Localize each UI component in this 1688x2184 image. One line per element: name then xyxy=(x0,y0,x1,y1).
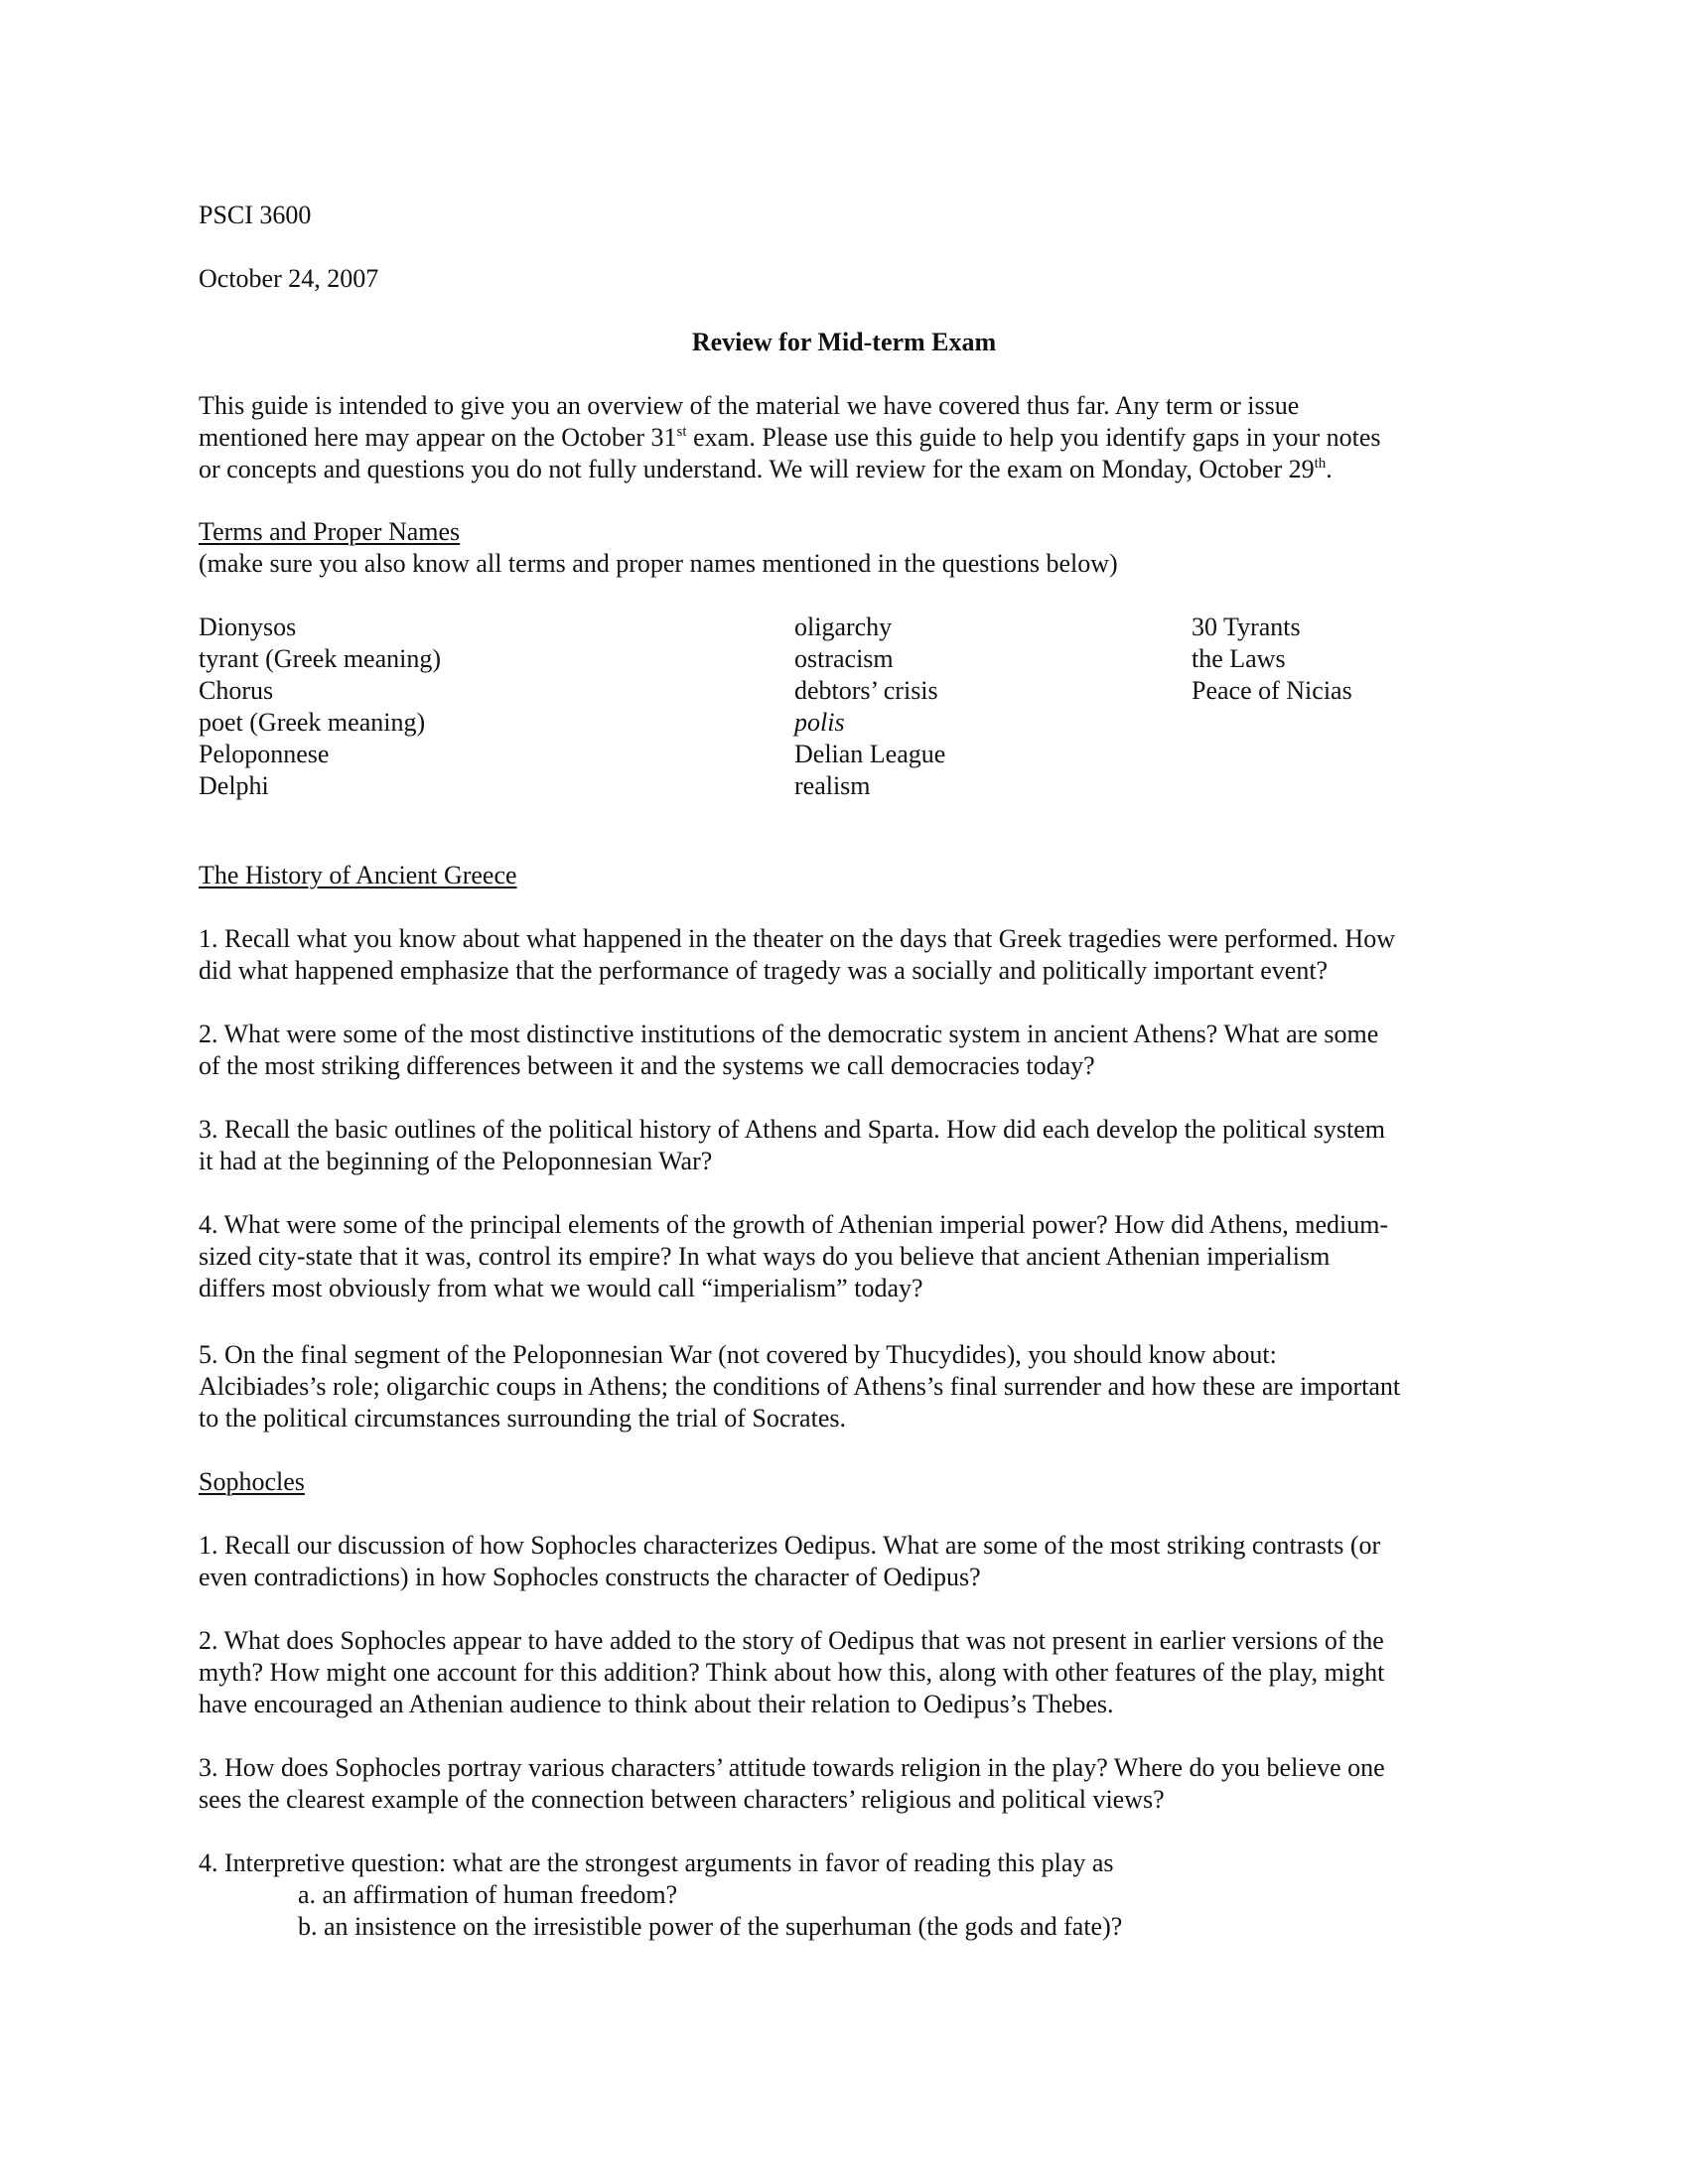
term-item: realism xyxy=(794,771,871,800)
question-line: did what happened emphasize that the performance of tragedy was a socially and politically important event? xyxy=(199,956,1329,985)
intro-text: or concepts and questions you do not fully understand. We will review for the exam on Monday, October 29 xyxy=(199,455,1315,483)
question-line: 3. How does Sophocles portray various characters’ attitude towards religion in the play? Where do you believe one xyxy=(199,1753,1385,1782)
section-heading-text: The History of Ancient Greece xyxy=(199,861,517,889)
intro-line xyxy=(199,422,1381,454)
intro-line: This guide is intended to give you an overview of the material we have covered thus far. Any term or issue xyxy=(199,391,1300,420)
intro-text: mentioned here may appear on the October 31 xyxy=(199,423,677,452)
question-line: even contradictions) in how Sophocles constructs the character of Oedipus? xyxy=(199,1563,981,1591)
section-heading-text: Terms and Proper Names xyxy=(199,517,461,546)
question-line: have encouraged an Athenian audience to think about their relation to Oedipus’s Thebes. xyxy=(199,1690,1114,1718)
question-line: Alcibiades’s role; oligarchic coups in Athens; the conditions of Athens’s final surrender and how these are important xyxy=(199,1372,1401,1401)
intro-text: exam. Please use this guide to help you identify gaps in your notes xyxy=(686,423,1381,452)
term-item: debtors’ crisis xyxy=(794,676,938,705)
question-line: sized city-state that it was, control its empire? In what ways do you believe that ancient Athenian imperialism xyxy=(199,1242,1331,1271)
ordinal-suffix: st xyxy=(676,424,687,440)
term-item-italic: polis xyxy=(794,708,845,737)
section-heading-terms xyxy=(199,516,460,548)
document-date: October 24, 2007 xyxy=(199,264,379,293)
section-heading-sophocles xyxy=(199,1466,305,1498)
question-line: it had at the beginning of the Peloponnesian War? xyxy=(199,1147,713,1175)
intro-text: . xyxy=(1326,455,1333,483)
term-item: Delian League xyxy=(794,740,946,768)
term-item: tyrant (Greek meaning) xyxy=(199,644,442,673)
term-item: Dionysos xyxy=(199,613,297,641)
question-line: differs most obviously from what we would call “imperialism” today? xyxy=(199,1274,923,1302)
question-line: 4. Interpretive question: what are the strongest arguments in favor of reading this play as xyxy=(199,1848,1114,1877)
sub-item: a. an affirmation of human freedom? xyxy=(298,1880,678,1909)
question-line: myth? How might one account for this addition? Think about how this, along with other features of the play, might xyxy=(199,1658,1385,1687)
question-line: 1. Recall our discussion of how Sophocles characterizes Oedipus. What are some of the most striking contrasts (or xyxy=(199,1531,1381,1560)
question-line: 1. Recall what you know about what happened in the theater on the days that Greek tragedies were performed. How xyxy=(199,924,1395,953)
term-item: ostracism xyxy=(794,644,894,673)
question-line: of the most striking differences between it and the systems we call democracies today? xyxy=(199,1051,1095,1080)
term-item: Peloponnese xyxy=(199,740,330,768)
ordinal-suffix: th xyxy=(1314,456,1327,472)
question-line: to the political circumstances surrounding the trial of Socrates. xyxy=(199,1404,846,1433)
question-line: sees the clearest example of the connection between characters’ religious and political views? xyxy=(199,1785,1165,1814)
terms-note: (make sure you also know all terms and proper names mentioned in the questions below) xyxy=(199,549,1118,578)
question-line: 2. What were some of the most distinctive institutions of the democratic system in ancient Athens? What are some xyxy=(199,1020,1379,1048)
question-line: 5. On the final segment of the Peloponnesian War (not covered by Thucydides), you should know about: xyxy=(199,1340,1277,1369)
sub-item: b. an insistence on the irresistible power of the superhuman (the gods and fate)? xyxy=(298,1912,1123,1941)
term-item: oligarchy xyxy=(794,613,893,641)
section-heading-history xyxy=(199,860,517,891)
term-item: Chorus xyxy=(199,676,274,705)
intro-line xyxy=(199,454,1333,485)
course-code: PSCI 3600 xyxy=(199,201,312,229)
section-heading-text: Sophocles xyxy=(199,1467,305,1496)
term-item: Peace of Nicias xyxy=(1192,676,1352,705)
term-item: 30 Tyrants xyxy=(1192,613,1301,641)
term-item: poet (Greek meaning) xyxy=(199,708,426,737)
page-title: Review for Mid-term Exam xyxy=(691,328,997,356)
question-line: 4. What were some of the principal elements of the growth of Athenian imperial power? How did Athens, medium- xyxy=(199,1210,1389,1239)
term-item: Delphi xyxy=(199,771,269,800)
question-line: 2. What does Sophocles appear to have added to the story of Oedipus that was not present in earlier versions of the xyxy=(199,1626,1384,1655)
term-item: the Laws xyxy=(1192,644,1286,673)
question-line: 3. Recall the basic outlines of the political history of Athens and Sparta. How did each develop the political system xyxy=(199,1115,1385,1144)
